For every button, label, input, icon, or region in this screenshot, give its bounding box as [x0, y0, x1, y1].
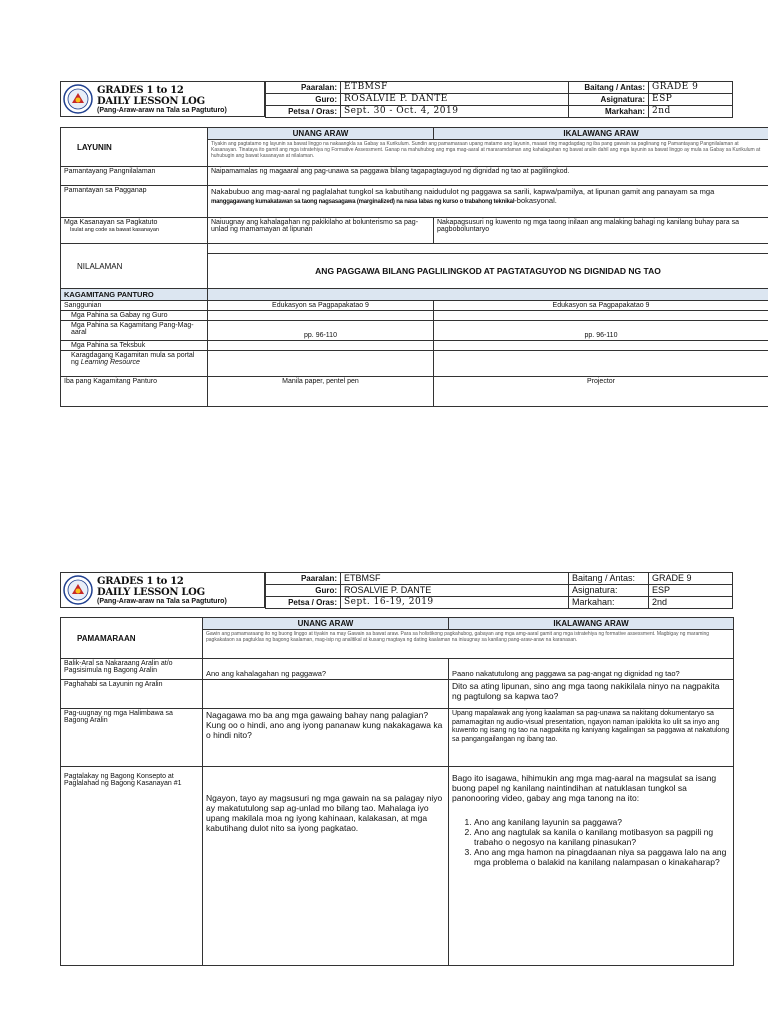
- petsa-label: Petsa / Oras:: [266, 597, 341, 609]
- title-block-1: [60, 81, 265, 117]
- teksbuk-label: Mga Pahina sa Teksbuk: [61, 341, 208, 351]
- iba-d2: Projector: [434, 377, 768, 407]
- kasanayan-label: Mga Kasanayan sa Pagkatuto Isulat ang code sa bawat kasanayan: [61, 218, 208, 244]
- paaralan-value: ETBMSF: [341, 82, 569, 94]
- kagamitan-pang-label: Mga Pahina sa Kagamitang Pang-Mag-aaral: [61, 321, 208, 341]
- iba-label: Iba pang Kagamitang Panturo: [61, 377, 208, 407]
- title-dll: DAILY LESSON LOG: [97, 96, 205, 107]
- nilalaman-label: NILALAMAN: [61, 244, 208, 289]
- layunin-note: Tiyakin ang pagtatamo ng layunin sa bawat linggo na nakaangkla sa Gabay sa Kurikulum. Sundin ang pamamaraan upang matamo ang layunin, maaari ring magdagdag ng iba pang gawain sa paglinang ng Pamantayang Pangnilalaman at Kasanayan. Tinataya ito gamit ang mga istratehiya ng Formative Assessment. Ganap na mahuhubog ang mga mag-aaral at mararamdaman ang kahalagahan ng bawat aralin dahil ang mga layunin sa bawat linggo ay mula sa Gabay sa Kurikulum at huhubugin ang bawat kasanayan at nilalaman.: [208, 140, 768, 167]
- nilalaman-text: ANG PAGGAWA BILANG PAGLILINGKOD AT PAGTATAGUYOD NG DIGNIDAD NG TAO: [208, 254, 768, 289]
- title-subtitle: (Pang-Araw-araw na Tala sa Pagtuturo): [97, 598, 227, 605]
- sanggunian-d1: Edukasyon sa Pagpapakatao 9: [208, 301, 434, 311]
- pag-uugnay-d2: Upang mapalawak ang iyong kaalaman sa pag-unawa sa nakitang dokumentaryo sa pamamagitan ng audio-visual presentation, ngayon naman ipakikita ko ulit sa inyo ang kuwento ng isang ng tao na nagpakita ng kaniyang kagalingan sa paggawa at nakatulong sa pangangailangan ng ibang tao.: [449, 709, 734, 767]
- pamamaraan-label: PAMAMARAAN: [61, 618, 203, 659]
- guro-value: ROSALVIE P. DANTE: [341, 585, 569, 597]
- petsa-value: Sept. 30 - Oct. 4, 2019: [341, 106, 569, 118]
- paghahabi-label: Paghahabi sa Layunin ng Aralin: [61, 680, 203, 709]
- karagdagang-d2: [434, 351, 768, 377]
- pages-d1: pp. 96-110: [208, 321, 434, 341]
- baitang-label: Baitang / Antas:: [569, 573, 649, 585]
- question-item: 1. Ano ang kanilang layunin sa paggawa?: [474, 817, 730, 827]
- balik-d1: Ano ang kahalagahan ng paggawa?: [203, 659, 449, 680]
- guro-value: ROSALVIE P. DANTE: [341, 94, 569, 106]
- title-grades: GRADES 1 to 12: [97, 85, 184, 96]
- sanggunian-label: Sanggunian: [61, 301, 208, 311]
- pagganap-label: Pamantayan sa Pagganap: [61, 186, 208, 218]
- col-unang-araw: UNANG ARAW: [203, 618, 449, 630]
- col-ikalawang-araw: IKALAWANG ARAW: [434, 128, 768, 140]
- pages-d2: pp. 96-110: [434, 321, 768, 341]
- iba-d1: Manila paper, pentel pen: [208, 377, 434, 407]
- header-table-1: [265, 81, 733, 118]
- baitang-label: Baitang / Antas:: [569, 82, 649, 94]
- pagtalakay-questions: [452, 817, 730, 867]
- baitang-value: GRADE 9: [649, 573, 733, 585]
- pamamaraan-note: Gawin ang pamamaraang ito ng buong linggo at tiyakin na may Gawain sa bawat araw. Para sa holistikong pagkahubog, gabayan ang mga amg-aaral gamit ang mga istratehiya ng formative assessment. Magbigay ng maraming pagkakataon sa pagtuklas ng bagong kaalaman, mag-isip ng analitikal at kusang magtaya ng dating kaalaman na iniuugnay sa kanilang pang-araw-araw na karanasan.: [203, 630, 734, 659]
- karagdagang-label: Karagdagang Kagamitan mula sa portal ng Learning Resource: [61, 351, 208, 377]
- sanggunian-d2: Edukasyon sa Pagpapakatao 9: [434, 301, 768, 311]
- asignatura-value: ESP: [649, 94, 733, 106]
- pangnilalaman-label: Pamantayang Pangnilalaman: [61, 167, 208, 186]
- col-ikalawang-araw: IKALAWANG ARAW: [449, 618, 734, 630]
- pangnilalaman-text: Naipamamalas ng magaaral ang pag-unawa sa paggawa bilang tagapagtaguyod ng dignidad ng tao at paglilingkod.: [208, 167, 768, 186]
- petsa-label: Petsa / Oras:: [266, 106, 341, 118]
- teksbuk-d1: [208, 341, 434, 351]
- guro-label: Guro:: [266, 585, 341, 597]
- pagtalakay-label: Pagtalakay ng Bagong Konsepto at Paglalahad ng Bagong Kasanayan #1: [61, 767, 203, 966]
- kagamitan-spacer: [208, 289, 768, 301]
- balik-d2: Paano nakatutulong ang paggawa sa pag-angat ng dignidad ng tao?: [449, 659, 734, 680]
- gabay-label: Mga Pahina sa Gabay ng Guro: [61, 311, 208, 321]
- karagdagang-d1: [208, 351, 434, 377]
- deped-seal-icon: [63, 84, 93, 114]
- balik-label: Balik-Aral sa Nakaraang Aralin at/o Pagsisimula ng Bagong Aralin: [61, 659, 203, 680]
- markahan-value: 2nd: [649, 106, 733, 118]
- kasanayan-d1: Naiuugnay ang kahalagahan ng pakikilaho at bolunterismo sa pag-unlad ng mamamayan at lipunan: [208, 218, 434, 244]
- deped-seal-icon: [63, 575, 93, 605]
- pagtalakay-intro: Bago ito isagawa, hihimukin ang mga mag-aaral na magsulat sa isang buong papel ng kanilang naintindihan at natuklasan tungkol sa panonooring video, gabay ang mga tanong na ito:: [452, 773, 717, 803]
- baitang-value: GRADE 9: [649, 82, 733, 94]
- asignatura-label: Asignatura:: [569, 94, 649, 106]
- title-dll: DAILY LESSON LOG: [97, 587, 205, 598]
- col-unang-araw: UNANG ARAW: [208, 128, 434, 140]
- asignatura-label: Asignatura:: [569, 585, 649, 597]
- gabay-d1: [208, 311, 434, 321]
- pagganap-text: Nakabubuo ang mag-aaral ng paglalahat tungkol sa kabutihang naidudulot ng paggawa sa sarili, kapwa/pamilya, at lipunan gamit ang panayam sa mga manggagawang kumakatawan sa taong nagsasagawa (marginalized) na nasa labas ng kurso o trabahong teknikal-bokasyonal.: [208, 186, 768, 218]
- markahan-label: Markahan:: [569, 106, 649, 118]
- paaralan-label: Paaralan:: [266, 573, 341, 585]
- paaralan-label: Paaralan:: [266, 82, 341, 94]
- markahan-value: 2nd: [649, 597, 733, 609]
- pagtalakay-d2: [449, 767, 734, 966]
- lesson-table-1: [60, 127, 768, 407]
- layunin-label: LAYUNIN: [61, 128, 208, 167]
- gabay-d2: [434, 311, 768, 321]
- pag-uugnay-d1: Nagagawa mo ba ang mga gawaing bahay nang palagian? Kung oo o hindi, ano ang iyong pananaw kung nakakagawa ka o hindi nito?: [203, 709, 449, 767]
- petsa-value: Sept. 16-19, 2019: [341, 597, 569, 609]
- header-table-2: [265, 572, 733, 609]
- kagamitan-label: KAGAMITANG PANTURO: [61, 289, 208, 301]
- markahan-label: Markahan:: [569, 597, 649, 609]
- teksbuk-d2: [434, 341, 768, 351]
- paghahabi-d1: [203, 680, 449, 709]
- paghahabi-d2: Dito sa ating lipunan, sino ang mga taong nakikilala ninyo na nagpakita ng pagtulong sa kapwa tao?: [449, 680, 734, 709]
- kasanayan-d2: Nakapagsusuri ng kuwento ng mga taong inilaan ang malaking bahagi ng kanilang buhay para sa pagboboluntaryo: [434, 218, 768, 244]
- question-item: 2. Ano ang nagtulak sa kanila o kanilang motibasyon sa pagpili ng trabaho o negosyo na kanilang pinasukan?: [474, 827, 730, 847]
- paaralan-value: ETBMSF: [341, 573, 569, 585]
- title-block-2: [60, 572, 265, 608]
- kasanayan-sub: Isulat ang code sa bawat kasanayan: [70, 227, 159, 233]
- nilalaman-spacer: [208, 244, 768, 254]
- title-grades: GRADES 1 to 12: [97, 576, 184, 587]
- question-item: 3. Ano ang mga hamon na pinagdaanan niya sa paggawa lalo na ang mga problema o balakid na kanilang nalampasan o kinakaharap?: [474, 847, 730, 867]
- lesson-table-2: [60, 617, 734, 966]
- pag-uugnay-label: Pag-uugnay ng mga Halimbawa sa Bagong Aralin: [61, 709, 203, 767]
- pagganap-line2: manggagawang kumakatawan sa taong nagsasagawa (marginalized) na nasa labas ng kurso o trabahong teknikal: [211, 199, 515, 205]
- asignatura-value: ESP: [649, 585, 733, 597]
- guro-label: Guro:: [266, 94, 341, 106]
- pagtalakay-d1: Ngayon, tayo ay magsusuri ng mga gawain na sa palagay niyo ay makatutulong sap ag-unlad mo bilang tao. Mahalaga iyo upang makilala moa ng iyong kahinaan, kalakasan, at mga kabutihang dulot nito sa iyong pagkatao.: [203, 767, 449, 966]
- title-subtitle: (Pang-Araw-araw na Tala sa Pagtuturo): [97, 107, 227, 114]
